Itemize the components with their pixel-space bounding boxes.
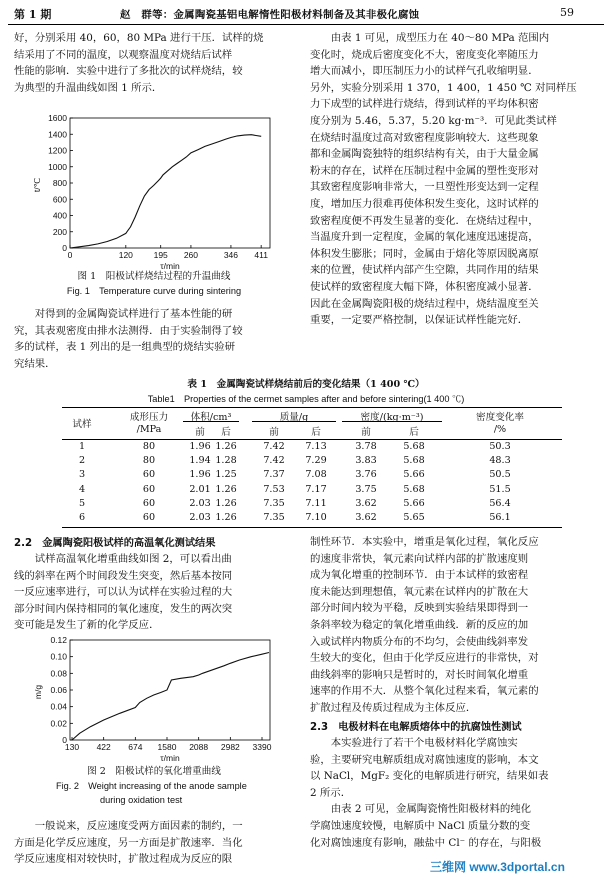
text-line: 本实验进行了若干个电极材料化学腐蚀实 bbox=[330, 737, 518, 749]
text-line: 究结果． bbox=[14, 357, 56, 370]
x-tick-label: 120 bbox=[118, 250, 133, 260]
x-tick-label: 260 bbox=[183, 250, 199, 260]
th-vol-after: 后 bbox=[221, 427, 231, 438]
text-line: 重要，一定要严格控制，以保证试样性能完好． bbox=[310, 314, 529, 327]
y-tick-label: 1200 bbox=[48, 145, 67, 156]
text-line: 制性环节．本实验中，增重是氧化过程，氧化反应 bbox=[310, 536, 539, 548]
table1-cell: 60 bbox=[142, 469, 156, 481]
x-axis-label: τ/min bbox=[160, 261, 180, 270]
text-line: 部分时间内较为平稳，反映到实验结果即得到一 bbox=[310, 602, 529, 615]
th-dens-before: 前 bbox=[361, 427, 371, 438]
text-line: 其致密程度影响非常大，一旦塑性形变达到一定程 bbox=[310, 181, 539, 194]
table1-cell: 1.96 bbox=[189, 441, 211, 452]
text-line: 另外，实验分别采用 1 370，1 400，1 450 ℃ 对同样压 bbox=[310, 81, 577, 94]
table1-cell: 2.03 bbox=[189, 497, 211, 509]
x-tick-label: 422 bbox=[96, 742, 111, 752]
text-line: 变可能是发生了新的化学反应． bbox=[14, 619, 160, 632]
y-tick-label: 1600 bbox=[48, 113, 67, 123]
y-axis-label: t/℃ bbox=[32, 177, 42, 193]
table1-cell: 7.35 bbox=[263, 512, 285, 523]
table1-cell: 5.66 bbox=[403, 469, 425, 481]
y-tick-label: 0 bbox=[62, 735, 67, 745]
plot-frame bbox=[70, 640, 270, 740]
text-line: 度未能达到理想值，氧元素在试样内的扩散在大 bbox=[310, 585, 529, 598]
x-axis-label: τ/min bbox=[160, 753, 180, 763]
y-tick-label: 200 bbox=[52, 226, 67, 237]
table1-cell: 1.26 bbox=[215, 483, 237, 495]
table1-cell: 3.78 bbox=[355, 441, 377, 452]
section-2-3-heading: 2.3 电极材料在电解质熔体中的抗腐蚀性测试 bbox=[310, 722, 522, 733]
col1-top-text bbox=[14, 30, 294, 96]
text-line: 试样高温氧化增重曲线如图 2，可以看出曲 bbox=[34, 553, 232, 565]
y-tick-label: 0.08 bbox=[50, 668, 67, 679]
text-line: 性能的影响．实验中进行了多批次的试样烧结，较 bbox=[14, 65, 243, 78]
col2-bottom-text bbox=[310, 534, 596, 717]
y-tick-label: 800 bbox=[52, 178, 67, 188]
table1-header bbox=[62, 408, 562, 439]
text-line: 度，增加压力很难再使体积发生变化，这时试样的 bbox=[310, 197, 539, 210]
text-line: 条斜率较为稳定的氧化增重曲线．新的反应的加 bbox=[310, 618, 529, 631]
table1-cell: 50.3 bbox=[489, 441, 511, 452]
text-line: 一反应速率进行，可以认为试样在实验过程的大 bbox=[14, 586, 233, 599]
text-line: 度分别为 5.46，5.37，5.20 kg·m⁻³．可见此类试样 bbox=[310, 114, 557, 127]
x-tick-label: 130 bbox=[64, 742, 80, 752]
th-volume: 体积/cm³ bbox=[190, 412, 232, 423]
table1-cell: 2.01 bbox=[189, 483, 211, 495]
journal-issue: 第 1 期 bbox=[14, 8, 52, 21]
text-line: 以 NaCl，MgF₂ 变化的电解质进行研究，结果如表 bbox=[310, 770, 549, 783]
table1-cell: 3.62 bbox=[355, 512, 377, 523]
x-tick-label: 0 bbox=[67, 250, 73, 260]
th-mass-before: 前 bbox=[269, 427, 279, 438]
table1-cell: 7.53 bbox=[263, 483, 285, 495]
section-2-2-heading: 2.2 金属陶瓷阳极试样的高温氧化测试结果 bbox=[14, 538, 216, 549]
table1-cell: 3.76 bbox=[355, 469, 377, 481]
page-number: 59 bbox=[560, 6, 574, 19]
table1-title-en: Table1 Properties of the cermet samples after and before sintering(1 400 ℃) bbox=[147, 394, 465, 404]
table1-cell: 1.96 bbox=[189, 469, 211, 481]
th-vol-before: 前 bbox=[195, 427, 205, 438]
table1-cell: 80 bbox=[142, 441, 156, 452]
table1-bottom-rule bbox=[62, 527, 562, 528]
th-rate: 密度变化率 bbox=[476, 412, 524, 423]
figure1-caption bbox=[14, 270, 294, 298]
text-line: 致密程度便不再发生显著的变化．在烧结过程中， bbox=[310, 214, 539, 227]
site-watermark: 三维网 www.3dportal.cn bbox=[430, 860, 565, 874]
text-line: 部分时间内保持相同的氧化速度，发生的两次突 bbox=[14, 602, 233, 615]
table1-cell: 50.5 bbox=[489, 469, 511, 481]
table1-cell: 7.29 bbox=[305, 455, 327, 467]
table1-cell: 1.26 bbox=[215, 497, 237, 509]
text-line: 学反应速度相对较快时，扩散过程成为反应的限 bbox=[14, 853, 233, 866]
table1-cell: 6 bbox=[78, 512, 86, 523]
table1-cell: 7.17 bbox=[305, 483, 327, 495]
table1-cell: 1.26 bbox=[215, 512, 237, 523]
col1-bottom-text bbox=[14, 818, 294, 868]
table1-cell: 5.68 bbox=[403, 441, 425, 452]
table1-cell: 3 bbox=[78, 469, 86, 481]
text-line: 多的试样，表 1 列出的是一组典型的烧结实验研 bbox=[14, 341, 236, 354]
table1-cell: 80 bbox=[142, 455, 156, 467]
y-tick-label: 0.04 bbox=[50, 701, 67, 712]
table1-cell: 3.83 bbox=[355, 455, 377, 467]
y-tick-label: 1000 bbox=[48, 161, 67, 172]
y-tick-label: 1400 bbox=[48, 129, 67, 140]
table1-cell: 7.13 bbox=[305, 441, 327, 452]
col2-top-text bbox=[310, 30, 596, 329]
table1-cell: 56.4 bbox=[489, 497, 511, 509]
text-line: 好，分别采用 40，60，80 MPa 进行干压．试样的烧 bbox=[14, 32, 264, 44]
text-line: 成为氧化增重的控制环节．由于本试样的致密程 bbox=[310, 569, 529, 582]
table1-cell: 7.10 bbox=[305, 512, 327, 523]
table1-cell: 7.42 bbox=[263, 455, 285, 467]
table1-cell: 7.35 bbox=[263, 497, 285, 509]
y-tick-label: 0.12 bbox=[50, 635, 67, 645]
th-pressure-unit: /MPa bbox=[136, 424, 162, 435]
text-line: 速率的作用不大．从整个氧化过程来看，氧元素的 bbox=[310, 685, 539, 698]
table1-cell: 1 bbox=[78, 441, 86, 452]
plot-frame bbox=[70, 118, 270, 248]
table1-cell: 7.11 bbox=[305, 497, 327, 509]
x-tick-label: 3390 bbox=[252, 742, 272, 752]
text-line: 变化时，烧成后密度变化不大，密度变化率随压力 bbox=[310, 48, 539, 61]
text-line: 当温度升到一定程度，金属的氧化速度迅速提高， bbox=[310, 231, 539, 244]
text-line: 粉末的存在，试样在压制过程中金属的塑性变形对 bbox=[310, 164, 539, 177]
table1-title-cn: 表 1 金属陶瓷试样烧结前后的变化结果（1 400 ℃） bbox=[187, 379, 425, 390]
figure2-caption-en: Fig. 2 Weight increasing of the anode sample bbox=[56, 781, 247, 791]
text-line: 来的位置，使试样内部产生空隙，共同作用的结果 bbox=[310, 264, 539, 277]
y-tick-label: 0 bbox=[62, 243, 67, 253]
th-rate-unit: /% bbox=[493, 424, 507, 435]
y-tick-label: 0.06 bbox=[50, 685, 67, 695]
text-line: 在烧结时温度过高对致密程度影响较大．这些现象 bbox=[310, 131, 539, 144]
text-line: 学腐蚀速度较慢，电解质中 NaCl 质量分数的变 bbox=[310, 819, 531, 832]
text-line: 对得到的金属陶瓷试样进行了基本性能的研 bbox=[34, 308, 233, 320]
text-line: 一般说来，反应速度受两方面因素的制约，一 bbox=[34, 820, 243, 832]
section-2-2-text bbox=[14, 551, 294, 634]
text-line: 生较大的变化，但由于化学反应进行的非常快，对 bbox=[310, 652, 539, 665]
table1-cell: 7.08 bbox=[305, 469, 327, 481]
table1-cell: 51.5 bbox=[489, 483, 511, 495]
text-line: 由表 1 可见，成型压力在 40～80 MPa 范围内 bbox=[330, 32, 550, 44]
y-axis-label: m/g bbox=[33, 684, 43, 700]
table1-cell: 60 bbox=[142, 512, 156, 523]
running-title: 赵 群等：金属陶瓷基铝电解惰性阳极材料制备及其非极化腐蚀 bbox=[120, 9, 420, 21]
text-line: 究，其表观密度由排水法测得．由于实验制得了较 bbox=[14, 324, 243, 337]
table1-cell: 1.26 bbox=[215, 441, 237, 452]
x-tick-label: 411 bbox=[254, 250, 268, 260]
table1-cell: 7.37 bbox=[263, 469, 285, 481]
figure2-caption-cn: 图 2 阳极试样的氧化增重曲线 bbox=[87, 766, 221, 777]
table1-cell: 60 bbox=[142, 483, 156, 495]
figure2-chart bbox=[30, 634, 280, 764]
series-line bbox=[72, 653, 269, 741]
text-line: 体积发生膨胀；同时，金属由于熔化等原因脱离原 bbox=[310, 247, 539, 260]
th-mass: 质量/g bbox=[279, 412, 309, 423]
figure2-caption-en-2: during oxidation test bbox=[100, 795, 183, 805]
table1-cell: 2 bbox=[78, 455, 86, 467]
figure1-caption-cn: 图 1 阳极试样烧结过程的升温曲线 bbox=[77, 271, 231, 282]
table1-cell: 1.94 bbox=[189, 455, 211, 467]
text-line: 2 所示． bbox=[310, 786, 352, 799]
text-line: 扩散过程及传质过程成为主体反应． bbox=[310, 701, 477, 714]
th-sample: 试样 bbox=[72, 419, 92, 430]
y-tick-label: 0.10 bbox=[50, 651, 67, 662]
series-line bbox=[70, 135, 261, 248]
text-line: 结采用了不同的温度，以观察温度对烧结后试样 bbox=[14, 48, 233, 61]
y-tick-label: 600 bbox=[52, 194, 67, 205]
table1-cell: 1.25 bbox=[215, 469, 237, 481]
table1-cell: 1.28 bbox=[215, 455, 237, 467]
text-line: 化对腐蚀速度有影响，融盐中 Cl⁻ 的存在，与阳极 bbox=[310, 836, 542, 849]
figure1-chart bbox=[30, 110, 280, 270]
text-line: 由表 2 可见，金属陶瓷惰性阳极材料的纯化 bbox=[330, 803, 532, 816]
text-line: 力下成型的试样进行烧结，得到试样的平均体积密 bbox=[310, 98, 539, 111]
text-line: 曲线斜率的影响只是暂时的，对长时间氧化增重 bbox=[310, 668, 529, 681]
x-tick-label: 2088 bbox=[189, 742, 209, 752]
th-dens-after: 后 bbox=[409, 427, 419, 438]
text-line: 都和金属陶瓷独特的组织结构有关，由于大量金属 bbox=[310, 148, 539, 161]
figure2-caption bbox=[14, 765, 294, 807]
table1-cell: 3.75 bbox=[355, 483, 377, 495]
table1-cell: 4 bbox=[78, 483, 86, 495]
x-tick-label: 195 bbox=[153, 250, 168, 260]
text-line: 方面是化学反应速度，另一方面是扩散速率．当化 bbox=[14, 836, 243, 849]
table1-cell: 48.3 bbox=[489, 455, 511, 467]
table1-head-rule bbox=[62, 439, 562, 440]
col1-mid-text bbox=[14, 306, 294, 372]
x-tick-label: 674 bbox=[128, 742, 143, 752]
text-line: 验，主要研究电解质组成对腐蚀速度的影响，本文 bbox=[310, 753, 539, 766]
th-pressure: 成形压力 bbox=[129, 412, 169, 423]
text-line: 因此在金属陶瓷阳极的烧结过程中，烧结温度至关 bbox=[310, 297, 539, 310]
table1-cell: 60 bbox=[142, 497, 156, 509]
text-line: 为典型的升温曲线如图 1 所示． bbox=[14, 81, 163, 94]
text-line: 使试样的致密程度大幅下降，体积密度减小显著． bbox=[310, 280, 539, 293]
table1-cell: 5.68 bbox=[403, 483, 425, 495]
text-line: 入或试样内物质分布的不均匀，会使曲线斜率发 bbox=[310, 635, 529, 648]
x-tick-label: 346 bbox=[223, 250, 239, 260]
x-tick-label: 1580 bbox=[157, 742, 177, 752]
table1-cell: 56.1 bbox=[489, 512, 511, 523]
section-2-3-text bbox=[310, 735, 596, 851]
y-tick-label: 400 bbox=[52, 210, 67, 221]
table1-cell: 5.68 bbox=[403, 455, 425, 467]
th-density: 密度/(kg·m⁻³) bbox=[360, 412, 424, 423]
y-tick-label: 0.02 bbox=[50, 718, 67, 729]
x-tick-label: 2982 bbox=[220, 742, 240, 752]
text-line: 的速度非常快，氧元素向试样内部的扩散速度则 bbox=[310, 552, 529, 565]
th-mass-after: 后 bbox=[311, 427, 321, 438]
table1-cell: 5.65 bbox=[403, 512, 425, 523]
table1-cell: 7.42 bbox=[263, 441, 285, 452]
table1-cell: 5.66 bbox=[403, 497, 425, 509]
text-line: 线的斜率在两个时间段发生突变，然后基本按同 bbox=[14, 569, 233, 582]
figure1-caption-en: Fig. 1 Temperature curve during sintering bbox=[66, 286, 242, 296]
header-rule bbox=[8, 24, 604, 25]
table1-cell: 3.62 bbox=[355, 497, 377, 509]
table1-cell: 2.03 bbox=[189, 512, 211, 523]
text-line: 增大而减小，即压制压力小的试样气孔收缩明显． bbox=[310, 65, 539, 78]
table1-cell: 5 bbox=[78, 497, 86, 509]
